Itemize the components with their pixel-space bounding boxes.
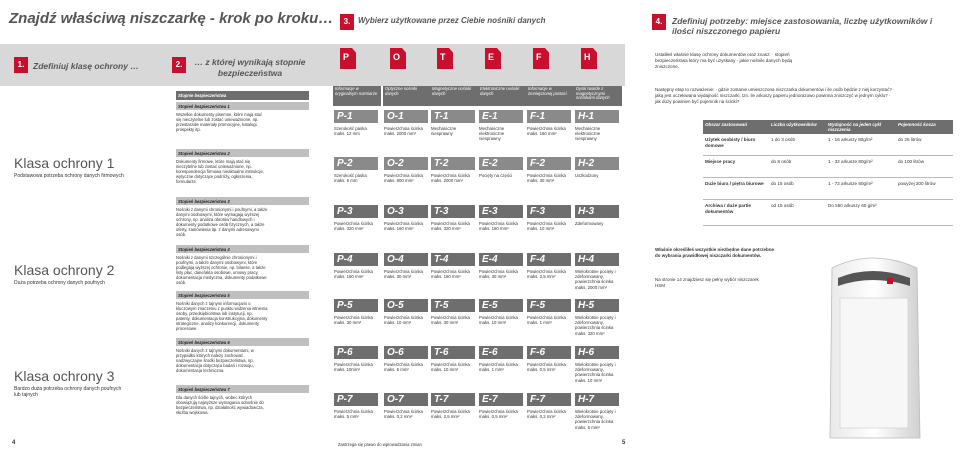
level-description: Nośniki z danymi chronionymi i poufnymi, a także danymi osobowymi, które wymagają wyższej ochrony, np. analiza obrotów handlowych i dokumenty podatkowe osób fizycznych, a także oferty, zamówienia itp. z danymi adresowymi osób. (176, 207, 268, 237)
security-code-f-2 (527, 157, 571, 170)
needs-table-cell: do 15 osób (771, 181, 794, 186)
security-code-label: H-5 (578, 300, 595, 311)
media-icon-t (437, 48, 455, 70)
column-header (333, 86, 381, 106)
security-code-t-6 (431, 346, 475, 359)
needs-table-cell: od 15 osób (771, 203, 794, 208)
security-code-h-3 (575, 205, 619, 218)
levels-header-label: Stopnie bezpieczeństwa (178, 93, 227, 98)
class-3-title: Klasa ochrony 3 (14, 368, 115, 384)
security-code-f-3 (527, 205, 571, 218)
security-code-label: O-5 (387, 300, 404, 311)
column-header (478, 86, 526, 106)
levels-header (176, 91, 309, 100)
requirement-text: Szerokość paska maks. 12 mm (334, 126, 367, 137)
needs-table-cell: 1 - 16 arkuszy 80g/m² (828, 137, 873, 142)
needs-table-cell: Miejsce pracy (705, 159, 736, 164)
security-code-label: E-6 (482, 347, 498, 358)
needs-table-cell (896, 200, 953, 225)
security-code-label: O-1 (387, 111, 404, 122)
needs-table-cell: do 25 litrów (898, 137, 922, 142)
step4-title: Zdefiniuj potrzeby: miejsce zastosowania, liczbę użytkowników i ilości niszczonego papieru (672, 16, 933, 36)
security-code-h-4 (575, 253, 619, 266)
media-icon-letter: H (584, 52, 591, 62)
security-code-e-4 (479, 253, 523, 266)
security-code-label: P-2 (337, 158, 353, 169)
needs-head-bin: Pojemność kosza (898, 122, 936, 127)
requirement-text: Szerokość paska maks. 6 mm (334, 173, 367, 184)
security-code-label: H-2 (578, 158, 595, 169)
level-label (176, 245, 309, 253)
requirement-text: Zdeformowany (575, 221, 604, 226)
needs-table-row (703, 178, 953, 200)
security-code-label: P-5 (337, 300, 353, 311)
requirement-text: Powierzchnia ścinka maks. 5 mm² (334, 409, 373, 420)
requirement-text: Mechaniczne elektroniczne niesprawny (479, 126, 505, 142)
level-label-text: Stopień bezpieczeństwa 2 (178, 150, 230, 156)
security-code-e-2 (479, 157, 523, 170)
level-label (176, 385, 309, 393)
security-code-f-7 (527, 393, 571, 406)
needs-head-users: Liczba użytkowników (771, 122, 817, 127)
security-code-t-4 (431, 253, 475, 266)
security-code-t-1 (431, 110, 475, 123)
security-code-h-7 (575, 393, 619, 406)
security-code-e-1 (479, 110, 523, 123)
security-code-label: F-3 (530, 206, 545, 217)
security-code-h-1 (575, 110, 619, 123)
security-code-label: P-6 (337, 347, 353, 358)
security-code-t-7 (431, 393, 475, 406)
requirement-text: Powierzchnia ścinka maks. 0,2 mm² (384, 409, 423, 420)
security-code-label: H-1 (578, 111, 595, 122)
security-code-label: F-5 (530, 300, 545, 311)
needs-table-cell: 1 do 3 osób (771, 137, 796, 142)
step2-title: … z której wynikają stopnie bezpieczeństwa (194, 57, 306, 78)
right-intro: Ustaliłeś właśnie klasę ochrony dokumentów oraz znasz: · stopień bezpieczeństwa który ma być uzyskany · jakie nośniki danych będą zniszczone. (655, 52, 793, 69)
column-header (383, 86, 431, 106)
security-code-o-5 (384, 299, 428, 312)
level-label-text: Stopień bezpieczeństwa 4 (178, 246, 230, 252)
needs-head-area: Obszar zastosowań (705, 122, 748, 127)
class-2 (14, 262, 164, 286)
requirement-text: Mechaniczne elektroniczne niesprawny (575, 126, 601, 142)
needs-table-cell: Użytek osobisty / biuro domowe (705, 137, 756, 148)
requirement-text: Powierzchnia ścinka maks. 0,5 mm² (479, 409, 518, 420)
level-label-text: Stopień bezpieczeństwa 6 (178, 339, 230, 345)
media-icon-letter: T (440, 52, 446, 62)
level-label-text: Stopień bezpieczeństwa 7 (178, 386, 230, 392)
media-icon-letter: F (536, 52, 542, 62)
class-2-title: Klasa ochrony 2 (14, 262, 115, 278)
security-code-p-2 (334, 157, 378, 170)
security-code-label: E-5 (482, 300, 498, 311)
level-label-text: Stopień bezpieczeństwa 1 (178, 103, 230, 109)
step3-number: 3. (340, 14, 354, 30)
security-code-e-5 (479, 299, 523, 312)
security-code-e-7 (479, 393, 523, 406)
security-code-label: H-6 (578, 347, 595, 358)
requirement-text: Wielokrotnie pocięty i zdeformowany, powierzchnia ścinka maks. 10 mm² (575, 362, 616, 383)
level-label (176, 338, 309, 346)
note-bold: Właśnie określiłeś wszystkie niezbędne dane potrzebne do wybrania prawidłowej niszczarki dokumentów. (655, 247, 775, 258)
security-code-p-4 (334, 253, 378, 266)
security-code-label: O-6 (387, 347, 404, 358)
security-code-label: O-3 (387, 206, 404, 217)
security-code-label: T-6 (434, 347, 449, 358)
security-code-label: F-7 (530, 394, 545, 405)
needs-table-cell: do 8 osób (771, 159, 792, 164)
class-3 (14, 368, 124, 398)
level-label (176, 291, 309, 299)
requirement-text: Powierzchnia ścinka maks. 1 mm² (527, 315, 566, 326)
level-label (176, 149, 309, 157)
security-code-label: E-3 (482, 206, 498, 217)
requirement-text: Wielokrotnie pocięty i zdeformowany, powierzchnia ścinka maks. 2000 mm² (575, 269, 616, 290)
requirement-text: Pocięty na części (479, 173, 513, 178)
level-label-text: Stopień bezpieczeństwa 5 (178, 292, 230, 298)
needs-table-row (703, 134, 953, 156)
level-description: Dokumenty firmowe, które mają stać się nieczytelne lub zostać unieważnione, np. korespondencja firmowa nieaktualne instrukcje, wytyczne dotyczące podróży, ogłoszenia, formularze. (176, 159, 264, 184)
requirement-text: Wielokrotnie pocięty i zdeformowany, powierzchnia ścinka maks. 320 mm² (575, 315, 616, 336)
needs-table-row (703, 200, 953, 226)
security-code-label: P-7 (337, 394, 353, 405)
class-2-subtitle: Duża potrzeba ochrony danych poufnych (14, 280, 105, 286)
requirement-text: Powierzchnia ścinka maks. 10 mm² (479, 315, 518, 326)
security-code-label: P-1 (337, 111, 353, 122)
requirement-text: Uszkodzony (575, 173, 599, 178)
requirement-text: Powierzchnia ścinka maks. 10 mm² (431, 362, 470, 373)
level-label (176, 102, 309, 110)
security-code-p-3 (334, 205, 378, 218)
security-code-h-5 (575, 299, 619, 312)
column-header (526, 86, 574, 106)
security-code-t-5 (431, 299, 475, 312)
requirement-text: Powierzchnia ścinka maks. 30 mm² (527, 173, 566, 184)
security-code-e-6 (479, 346, 523, 359)
column-header-label: Informacje w zmniejszonej postaci (528, 86, 567, 96)
media-icon-e (485, 48, 503, 70)
security-code-t-2 (431, 157, 475, 170)
requirement-text: Powierzchnia ścinka maks. 320 mm² (431, 221, 470, 232)
column-header-label: Informacje w oryginalnym rozmiarze (335, 86, 378, 96)
security-code-f-5 (527, 299, 571, 312)
needs-table-cell: Archiwa / duże partie dokumentów (705, 203, 751, 214)
level-description: Wszelkie dokumenty pisemne, które mają stać się nieczytelne lub zostać unieważnione, np. przestarzałe materiały promocyjne, katalogi, prospekty itp. (176, 112, 263, 132)
requirement-text: Powierzchnia ścinka maks. 1 mm² (479, 362, 518, 373)
security-code-o-6 (384, 346, 428, 359)
step1-number: 1. (14, 57, 28, 73)
security-code-label: T-4 (434, 254, 449, 265)
page-number-right: 5 (622, 440, 626, 446)
security-code-o-3 (384, 205, 428, 218)
media-icon-letter: P (343, 52, 350, 62)
security-code-label: E-7 (482, 394, 498, 405)
media-icon-letter: O (393, 52, 401, 62)
security-code-f-1 (527, 110, 571, 123)
needs-table-head (703, 120, 953, 134)
media-icon-h (581, 48, 599, 70)
security-code-label: O-4 (387, 254, 404, 265)
requirement-text: Wielokrotnie pocięty i zdeformowany, powierzchnia ścinka maks. 5 mm² (575, 409, 616, 430)
requirement-text: Powierzchnia ścinka maks. 30 mm² (384, 269, 423, 280)
security-code-label: H-7 (578, 394, 595, 405)
security-code-h-2 (575, 157, 619, 170)
security-code-label: O-7 (387, 394, 404, 405)
class-1-title: Klasa ochrony 1 (14, 155, 115, 171)
requirement-text: Powierzchnia ścinka maks. 10 mm² (527, 221, 566, 232)
level-description: Nośniki danych z tajnymi dokumentami, w przypadku których należy zachować nadzwyczajne środki bezpieczeństwa, np. dokumentacja dotycząca badań i rozwoju, dokumentacja techniczna. (176, 348, 254, 373)
step1-title: Zdefiniuj klasę ochrony … (33, 61, 139, 71)
page-title: Znajdź właściwą niszczarkę - krok po kroku… (9, 10, 334, 27)
footer-note: Zastrzega się prawo do wprowadzania zmian (338, 442, 422, 447)
requirement-text: Powierzchnia ścinka maks. 2,5 mm² (527, 269, 566, 280)
security-code-label: F-1 (530, 111, 545, 122)
security-code-o-1 (384, 110, 428, 123)
requirement-text: Powierzchnia ścinka maks. 30 mm² (479, 269, 518, 280)
requirement-text: Powierzchnia ścinka maks. 160 mm² (527, 126, 566, 137)
security-code-label: T-7 (434, 394, 449, 405)
security-code-t-3 (431, 205, 475, 218)
requirement-text: Powierzchnia ścinka maks. 2000 mm² (384, 126, 423, 137)
needs-table-cell: do 100 litrów (898, 159, 925, 164)
requirement-text: Powierzchnia ścinka maks. 2000 mm² (431, 173, 470, 184)
requirement-text: Powierzchnia ścinka maks. 5 mm² (384, 362, 423, 373)
needs-table-row (703, 156, 953, 178)
requirement-text: Powierzchnia ścinka maks. 30 mm² (431, 315, 470, 326)
requirement-text: Powierzchnia ścinka maks. 0,2 mm² (527, 409, 566, 420)
level-label-text: Stopień bezpieczeństwa 3 (178, 198, 230, 204)
security-code-f-4 (527, 253, 571, 266)
requirement-text: Powierzchnia ścinka maks. 30 mm² (334, 315, 373, 326)
requirement-text: Powierzchnia ścinka maks. 10 mm² (384, 315, 423, 326)
security-code-label: F-2 (530, 158, 545, 169)
security-code-label: E-4 (482, 254, 498, 265)
requirement-text: Powierzchnia ścinka maks. 800 mm² (384, 173, 423, 184)
shredder-image (792, 238, 952, 448)
security-code-f-6 (527, 346, 571, 359)
security-code-label: P-4 (337, 254, 353, 265)
security-code-p-5 (334, 299, 378, 312)
requirement-text: Mechaniczne niesprawny (431, 126, 457, 137)
needs-table-cell: 1 - 32 arkusze 80g/m² (828, 159, 873, 164)
needs-head-capacity: Wydajność na jeden cykl niszczenia (828, 122, 882, 132)
security-code-label: E-1 (482, 111, 498, 122)
security-code-label: E-2 (482, 158, 498, 169)
column-header-label: Magnetyczne nośniki danych (432, 86, 472, 96)
media-band (320, 44, 625, 86)
security-code-label: F-6 (530, 347, 545, 358)
level-description: Dla danych ściśle tajnych, wobec których obowiązują najwyższe wymagania odnośnie do bezpieczeństwa, np. działalność wywiadowcza, służba wojskowa. (176, 395, 264, 415)
column-header (430, 86, 478, 106)
requirement-text: Powierzchnia ścinka maks. 160 mm² (334, 269, 373, 280)
requirement-text: Powierzchnia ścinka maks. 160 mm² (384, 221, 423, 232)
needs-table-cell: powyżej 200 litrów (898, 181, 936, 186)
security-code-o-7 (384, 393, 428, 406)
requirement-text: Powierzchnia ścinka maks. 160 mm² (431, 269, 470, 280)
class-3-subtitle: Bardzo duża potrzeba ochrony danych poufnych lub tajnych (14, 386, 122, 398)
level-description: Nośniki z danymi szczególnie chronionymi i poufnymi, a także danymi osobowymi, które podlegają wyższej ochronie, np. bilanse, a także listy płac, dane/akta osobowe, umowy pracy, dokumentacja medyczna, dokumenty podatkowe osób. (176, 255, 267, 285)
column-header-label: Optyczne nośniki danych (385, 86, 417, 96)
security-code-label: T-5 (434, 300, 449, 311)
needs-table-cell: Do 550 arkuszy 60 g/m² (828, 203, 877, 208)
security-code-h-6 (575, 346, 619, 359)
note: Na stronie 14 znajdziesz się pełny wybór niszczarek HSM (655, 277, 759, 288)
security-code-label: P-3 (337, 206, 353, 217)
column-header (574, 86, 622, 106)
class-1-subtitle: Podstawowa potrzeba ochrony danych firmowych (14, 173, 124, 179)
step3-title: Wybierz użytkowane przez Ciebie nośniki danych (358, 16, 546, 25)
security-code-label: T-2 (434, 158, 449, 169)
security-code-label: T-1 (434, 111, 449, 122)
step4-number: 4. (652, 14, 666, 30)
needs-table-cell: Duże biura / piętra biurowe (705, 181, 764, 186)
security-code-p-1 (334, 110, 378, 123)
security-code-p-6 (334, 346, 378, 359)
page-number-left: 4 (12, 440, 16, 446)
security-code-e-3 (479, 205, 523, 218)
column-header-label: Elektroniczne nośniki danych (480, 86, 520, 96)
security-code-label: O-2 (387, 158, 404, 169)
media-icon-o (390, 48, 408, 70)
requirement-text: Powierzchnia ścinka maks. 320 mm² (334, 221, 373, 232)
security-code-label: F-4 (530, 254, 545, 265)
step2-number: 2. (172, 57, 186, 73)
media-icon-letter: E (488, 52, 495, 62)
column-header-label: Dyski twarde z magnetycznymi nośnikami danych (576, 86, 610, 101)
security-code-label: T-3 (434, 206, 449, 217)
requirement-text: Powierzchnia ścinka maks. 10mm² (334, 362, 373, 373)
security-code-o-2 (384, 157, 428, 170)
needs-table (703, 120, 953, 226)
level-description: Nośniki danych z tajnymi informacjami o kluczowym znaczeniu z punktu widzenia istnienia osoby, przedsiębiorstwa lub instytucji, np. patenty, dokumentacja konstrukcyjna, dokumenty strategiczne, analizy konkurencji, dokumenty procesowe. (176, 301, 268, 331)
media-icon-p (340, 48, 358, 70)
media-icon-f (533, 48, 551, 70)
requirement-text: Powierzchnia ścinka maks. 160 mm² (479, 221, 518, 232)
right-next: Następny etap to rozważenie: · gdzie zostanie umieszczona niszczarka dokumentów i ile osób będzie z niej korzystać? · jaką jest oczekiwana wydajność niszczarki, tzn. ile arkuszy papieru jednorazowo powinna zniszczyć w jednym cyklu? · jak duży powinien być pojemnik na ścinki? (655, 87, 895, 104)
needs-table-cell: 1 - 72 arkusze 80g/m² (828, 181, 873, 186)
requirement-text: Powierzchnia ścinka maks. 0,5 mm² (527, 362, 566, 373)
level-label (176, 197, 309, 205)
security-code-p-7 (334, 393, 378, 406)
security-code-label: H-4 (578, 254, 595, 265)
class-1 (14, 155, 164, 179)
requirement-text: Powierzchnia ścinka maks. 2,5 mm² (431, 409, 470, 420)
security-code-label: H-3 (578, 206, 595, 217)
security-code-o-4 (384, 253, 428, 266)
